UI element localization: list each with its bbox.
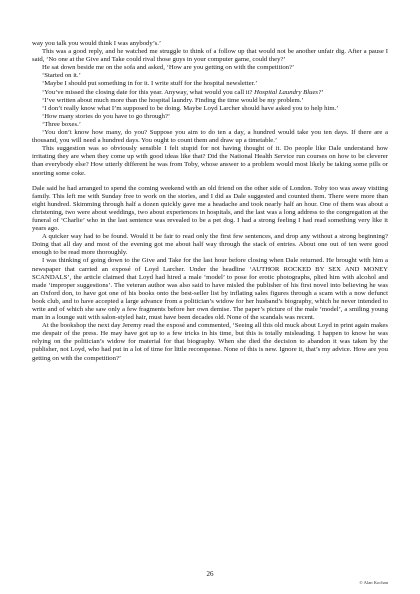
paragraph: ‘I’ve written about much more than the hospital laundry. Finding the time would be my problem.’ <box>42 96 304 104</box>
paragraph: ‘You don’t know how many, do you? Suppose you aim to do ten a day, a hundred would take you ten days. If there are a thousand, you will need a hundred days. You ought to count them and draw up a timetable.’ <box>32 129 388 145</box>
page-number: 26 <box>206 570 214 578</box>
paragraph: ‘I don’t really know what I’m supposed to be doing. Maybe Loyd Larcher should have asked you to help him.’ <box>42 104 339 112</box>
paragraph: ‘How many stories do you have to go through?’ <box>42 112 171 120</box>
paragraph: ‘Started on it.’ <box>42 72 81 80</box>
paragraph-with-italic-title: ‘You’ve missed the closing date for this year. Anyway, what would you call it? Hospital Laundry Blues?’ <box>42 88 324 96</box>
paragraph: At the bookshop the next day Jeremy read the exposé and commented, ‘Seeing all this old muck about Loyd in print again makes me despair of the press. He may have got up to a few tricks in his time, but this is totally misleading. I happen to know he was relying on the politician’s widow for material for that biography. When she died the decision to abandon it was taken by the publisher, not Loyd, who had put in a lot of time for little recompense. None of this is new. Ignore it, that’s my advice. How are you getting on with the competition?’ <box>32 322 388 362</box>
copyright-notice: © Alan Kochan <box>359 580 388 585</box>
paragraph: He sat down beside me on the sofa and asked, ‘How are you getting on with the competition?’ <box>42 64 295 72</box>
paragraph: way you talk you would think I was anybody’s.’ <box>32 40 162 47</box>
paragraph: I was thinking of going down to the Give and Take for the last hour before closing when Dale returned. He brought with him a newspaper that carried an exposé of Loyd Larcher. Under the headline ‘AUTHOR ROCKED BY SEX AND MONEY SCANDALS’, the article claimed that Loyd had hired a male ‘model’ to pose for erotic photographs, plied him with alcohol and made ‘improper suggestions’. The veteran author was also said to have misled the publisher of his first novel into believing he was an Oxford don, to have got one of his books onto the best-seller list by inflating sales figures through a scam with a now defunct book club, and to have accepted a large advance from a politician’s widow for her husband’s biography, which he never intended to write and of which she saw only a few fragments before her own demise. The paper’s picture of the male ‘model’, a smiling young man in a lounge suit with salon-styled hair, must have been decades old. None of the scandals was recent. <box>32 257 388 322</box>
paragraph: Dale said he had arranged to spend the coming weekend with an old friend on the other side of London. Toby too was away visiting family. This left me with Sunday free to work on the stories, and I did as Dale suggested and counted them. There were more than eight hundred. Skimming through half a dozen quickly gave me a headache and took nearly half an hour. One of them was about a christening, two were about weddings, two about experiences in hospitals, and the last was a long address to the congregation at the funeral of ‘Charlie’ who in the last sentence was revealed to be a pet dog. I had a strong feeling I had read something very like it years ago. <box>32 184 388 233</box>
paragraph: This suggestion was so obviously sensible I felt stupid for not having thought of it. Do people like Dale understand how irritating they are when they come up with good ideas like that? Did the National Health Service run courses on how to be cleverer than everybody else? How utterly different he was from Toby, whose answer to a problem would most likely be taking some pills or snorting some coke. <box>32 145 388 177</box>
italic-title: Hospital Laundry Blues? <box>254 88 322 96</box>
paragraph: A quicker way had to be found. Would it be fair to read only the first few sentences, and drop any without a strong beginning? Doing that all day and most of the evening got me about half way through the stack of entries. About one out of ten were good enough to be read more thoroughly. <box>32 233 388 257</box>
paragraph: ‘Maybe I should put something in for it. I write stuff for the hospital newsletter.’ <box>42 80 258 88</box>
paragraph: ‘Three boxes.’ <box>42 120 81 128</box>
page-body <box>32 40 388 363</box>
paragraph: This was a good reply, and he watched me struggle to think of a follow up that would not be another unfair dig. After a pause I said, ‘No one at the Give and Take could rival those guys in your computer game, could they?’ <box>32 48 388 64</box>
